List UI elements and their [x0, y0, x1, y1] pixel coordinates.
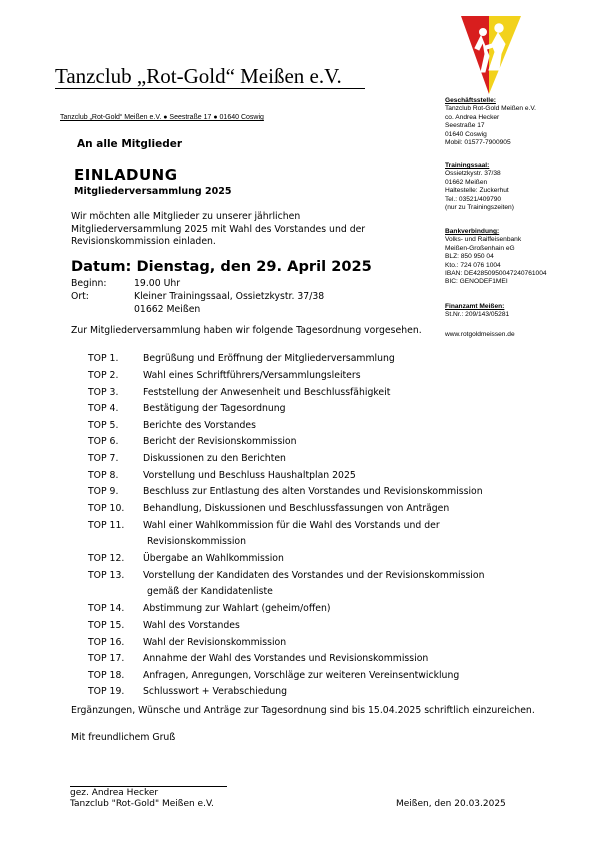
- office-line: 01640 Coswig: [445, 130, 487, 138]
- office-heading: Geschäftsstelle:: [445, 97, 496, 104]
- agenda-item-text: Vorstellung der Kandidaten des Vorstandes und der Revisionskommission: [143, 570, 485, 581]
- bank-line: Meißen-Großenhain eG: [445, 244, 515, 252]
- agenda-item-text: Bestätigung der Tagesordnung: [143, 403, 286, 414]
- bank-line: BLZ: 850 950 04: [445, 253, 494, 261]
- agenda-item-continuation: gemäß der Kandidatenliste: [147, 586, 273, 597]
- agenda-item-number: TOP 10.: [88, 503, 125, 514]
- agenda-item-text: Schlusswort + Verabschiedung: [143, 686, 288, 697]
- agenda-item-text: Begrüßung und Eröffnung der Mitgliederversammlung: [143, 353, 395, 364]
- agenda-item-text: Anfragen, Anregungen, Vorschläge zur weiteren Vereinsentwicklung: [143, 670, 460, 681]
- tax-heading: Finanzamt Meißen:: [445, 303, 505, 310]
- agenda-item-number: TOP 3.: [88, 387, 119, 398]
- place-value: Kleiner Trainingssaal, Ossietzkystr. 37/38: [134, 291, 325, 302]
- tax-line: St.Nr.: 209/143/05281: [445, 311, 510, 319]
- club-logo: [459, 14, 523, 96]
- agenda-item-number: TOP 13.: [88, 570, 125, 581]
- agenda-item-number: TOP 2.: [88, 370, 119, 381]
- sidebar-office: [445, 97, 536, 147]
- hall-line: (nur zu Trainingszeiten): [445, 204, 514, 212]
- agenda-item-number: TOP 19.: [88, 686, 125, 697]
- signature-club: Tanzclub "Rot-Gold" Meißen e.V.: [70, 799, 214, 809]
- sidebar-hall: [445, 162, 514, 212]
- agenda-item-text: Wahl eines Schriftführers/Versammlungsleiters: [143, 370, 361, 381]
- agenda-item-number: TOP 17.: [88, 653, 125, 664]
- agenda-item-number: TOP 7.: [88, 453, 119, 464]
- date-place: Meißen, den 20.03.2025: [396, 799, 506, 809]
- hall-line: Ossietzkystr. 37/38: [445, 170, 501, 178]
- hall-line: Haltestelle: Zuckerhut: [445, 187, 509, 195]
- agenda-item-text: Annahme der Wahl des Vorstandes und Revisionskommission: [143, 653, 429, 664]
- agenda-item-text: Beschluss zur Entlastung des alten Vorstandes und Revisionskommission: [143, 486, 483, 497]
- agenda-item-text: Wahl des Vorstandes: [143, 620, 240, 631]
- sidebar-tax: [445, 303, 509, 320]
- agenda-item-text: Wahl der Revisionskommission: [143, 637, 287, 648]
- club-title: Tanzclub „Rot-Gold“ Meißen e.V.: [55, 64, 342, 88]
- hall-line: Tel.: 03521/409790: [445, 195, 502, 203]
- agenda-item-number: TOP 1.: [88, 353, 119, 364]
- letter-subheading: Mitgliederversammlung 2025: [74, 186, 232, 197]
- agenda-item-number: TOP 16.: [88, 637, 125, 648]
- closing-greeting: Mit freundlichem Gruß: [71, 732, 176, 743]
- bank-heading: Bankverbindung:: [445, 228, 500, 235]
- title-underline: [55, 88, 365, 89]
- agenda-item-number: TOP 15.: [88, 620, 125, 631]
- agenda-item-text: Bericht der Revisionskommission: [143, 436, 297, 447]
- agenda-item-text: Vorstellung und Beschluss Haushaltplan 2025: [143, 470, 356, 481]
- office-line: co. Andrea Hecker: [445, 113, 500, 121]
- agenda-item-text: Berichte des Vorstandes: [143, 420, 256, 431]
- agenda-item-text: Wahl einer Wahlkommission für die Wahl des Vorstands und der: [143, 520, 440, 531]
- agenda-item-number: TOP 12.: [88, 553, 125, 564]
- agenda-item-continuation: Revisionskommission: [147, 536, 246, 547]
- bank-line: Kto.: 724 076 1004: [445, 261, 501, 269]
- hall-line: 01662 Meißen: [445, 178, 488, 186]
- agenda-item-number: TOP 5.: [88, 420, 119, 431]
- agenda-item-text: Diskussionen zu den Berichten: [143, 453, 286, 464]
- agenda-item-text: Behandlung, Diskussionen und Beschlussfassungen von Anträgen: [143, 503, 450, 514]
- agenda-item-text: Abstimmung zur Wahlart (geheim/offen): [143, 603, 331, 614]
- sidebar-bank: [445, 228, 547, 287]
- signature-name: gez. Andrea Hecker: [70, 788, 159, 798]
- hall-heading: Trainingssaal:: [445, 162, 490, 169]
- agenda-item-number: TOP 14.: [88, 603, 125, 614]
- begin-value: 19.00 Uhr: [134, 278, 181, 289]
- website-link[interactable]: www.rotgoldmeissen.de: [445, 331, 515, 338]
- agenda-lead: Zur Mitgliederversammlung haben wir folgende Tagesordnung vorgesehen.: [71, 325, 422, 336]
- begin-label: Beginn:: [71, 278, 107, 289]
- signature-line: [70, 786, 227, 787]
- intro-paragraph: Wir möchten alle Mitglieder zu unserer jährlichen Mitgliederversammlung 2025 mit Wahl des Vorstandes und der Revisionskommission einladen.: [71, 211, 366, 247]
- agenda-item-number: TOP 8.: [88, 470, 119, 481]
- agenda-item-number: TOP 6.: [88, 436, 119, 447]
- bank-line: BIC: GENODEF1MEI: [445, 278, 508, 286]
- agenda-item-number: TOP 9.: [88, 486, 119, 497]
- meeting-date: Datum: Dienstag, den 29. April 2025: [71, 258, 372, 275]
- agenda-item-number: TOP 18.: [88, 670, 125, 681]
- place-city: 01662 Meißen: [134, 304, 201, 315]
- agenda-item-text: Übergabe an Wahlkommission: [143, 553, 284, 564]
- letter-heading: EINLADUNG: [74, 166, 178, 184]
- agenda-item-number: TOP 11.: [88, 520, 125, 531]
- submission-note: Ergänzungen, Wünsche und Anträge zur Tagesordnung sind bis 15.04.2025 schriftlich einzureichen.: [71, 705, 535, 716]
- agenda-item-text: Feststellung der Anwesenheit und Beschlussfähigkeit: [143, 387, 391, 398]
- office-line: Mobil: 01577-7900905: [445, 139, 511, 147]
- salutation: An alle Mitglieder: [77, 138, 183, 150]
- place-label: Ort:: [71, 291, 89, 302]
- office-line: Tanzclub Rot-Gold Meißen e.V.: [445, 105, 537, 113]
- sender-address: Tanzclub „Rot-Gold“ Meißen e.V. ● Seestraße 17 ● 01640 Coswig: [60, 114, 264, 121]
- office-line: Seestraße 17: [445, 122, 485, 130]
- agenda-item-number: TOP 4.: [88, 403, 119, 414]
- bank-line: IBAN: DE42850950047240761004: [445, 270, 547, 278]
- bank-line: Volks- und Raiffeisenbank: [445, 236, 522, 244]
